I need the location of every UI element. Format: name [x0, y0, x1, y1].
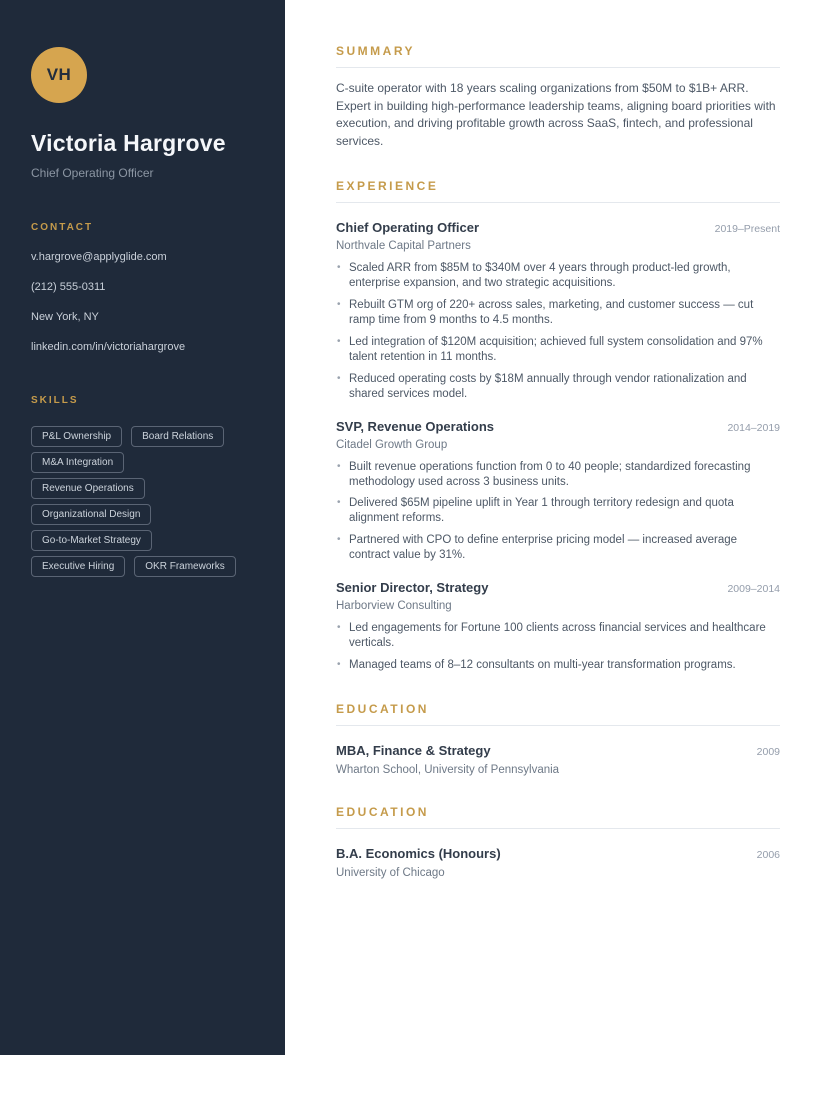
job-entry [336, 419, 780, 564]
education-degree: B.A. Economics (Honours) [336, 846, 501, 861]
avatar [31, 47, 87, 103]
education-dates: 2006 [756, 849, 780, 861]
job-header [336, 419, 780, 434]
main-content [285, 0, 816, 948]
job-bullet: • Rebuilt GTM org of 220+ across sales, marketing, and customer success — cut ramp time from 9 months to 4.5 months. [336, 298, 780, 328]
education-heading: EDUCATION [336, 702, 780, 726]
job-entry [336, 220, 780, 402]
education-section [336, 702, 780, 776]
education-header [336, 743, 780, 758]
job-dates: 2014–2019 [727, 421, 780, 434]
job-title: Chief Operating Officer [336, 220, 480, 236]
skill-pill: Revenue Operations [31, 478, 145, 499]
job-bullet: • Scaled ARR from $85M to $340M over 4 years through product-led growth, enterprise expansion, and two strategic acquisitions. [336, 261, 780, 291]
job-title: SVP, Revenue Operations [336, 418, 494, 434]
job-company: Citadel Growth Group [336, 438, 448, 451]
job-bullet: • Partnered with CPO to define enterprise pricing model — increased average contract value by 31%. [336, 533, 780, 563]
education-heading: EDUCATION [336, 805, 780, 829]
contact-linkedin: linkedin.com/in/victoriahargrove [31, 341, 186, 353]
person-title: Chief Operating Officer [31, 166, 154, 180]
job-header [336, 580, 780, 595]
job-bullet: • Led integration of $120M acquisition; achieved full system consolidation and 97% talent retention in 11 months. [336, 335, 780, 365]
job-bullet: • Delivered $65M pipeline uplift in Year 1 through territory redesign and quota alignment reforms. [336, 496, 780, 526]
job-bullet: • Managed teams of 8–12 consultants on multi-year transformation programs. [336, 658, 780, 673]
job-entry [336, 580, 780, 673]
job-dates: 2009–2014 [727, 583, 780, 596]
experience-heading: EXPERIENCE [336, 179, 780, 203]
job-bullet: • Led engagements for Fortune 100 clients across financial services and healthcare verticals. [336, 621, 780, 651]
job-bullet: • Reduced operating costs by $18M annually through vendor rationalization and shared services model. [336, 372, 780, 402]
contact-list [31, 247, 257, 358]
education-header [336, 846, 780, 861]
education-entry [336, 743, 780, 776]
education-degree: MBA, Finance & Strategy [336, 743, 491, 758]
skill-pill: Go-to-Market Strategy [31, 530, 152, 551]
job-dates: 2019–Present [714, 223, 780, 236]
job-company: Harborview Consulting [336, 600, 452, 613]
education-entry [336, 846, 780, 879]
job-title: Senior Director, Strategy [336, 580, 489, 596]
contact-email: v.hargrove@applyglide.com [31, 251, 167, 263]
education-school: Wharton School, University of Pennsylvania [336, 764, 560, 776]
summary-text: C-suite operator with 18 years scaling organizations from $50M to $1B+ ARR. Expert in building high-performance leadership teams, aligning board priorities with execution, and driving profitable growth across SaaS, fintech, and professional services. [336, 81, 776, 148]
skill-pill: Organizational Design [31, 504, 151, 525]
skill-pill: M&A Integration [31, 452, 124, 473]
sidebar [0, 0, 285, 1055]
summary-section [336, 44, 780, 150]
education-school: University of Chicago [336, 867, 445, 879]
education-dates: 2009 [756, 746, 780, 758]
job-bullet: • Built revenue operations function from 0 to 40 people; standardized forecasting methodology used across 3 business units. [336, 460, 780, 490]
summary-heading: SUMMARY [336, 44, 780, 68]
skills-heading: SKILLS [31, 395, 79, 406]
skill-pill: P&L Ownership [31, 426, 122, 447]
person-name: Victoria Hargrove [31, 130, 226, 156]
skill-pill: Board Relations [131, 426, 224, 447]
skills-list [31, 426, 246, 577]
skill-pill: Executive Hiring [31, 556, 125, 577]
contact-location: New York, NY [31, 311, 99, 323]
job-company: Northvale Capital Partners [336, 240, 471, 253]
job-bullet-list [336, 261, 780, 402]
education-section [336, 805, 780, 879]
job-bullet-list [336, 621, 780, 673]
job-bullet-list [336, 460, 780, 564]
contact-heading: CONTACT [31, 222, 94, 233]
job-header [336, 220, 780, 235]
skill-pill: OKR Frameworks [134, 556, 235, 577]
experience-section [336, 179, 780, 673]
contact-phone: (212) 555-0311 [31, 281, 106, 293]
avatar-initials: VH [46, 65, 72, 84]
